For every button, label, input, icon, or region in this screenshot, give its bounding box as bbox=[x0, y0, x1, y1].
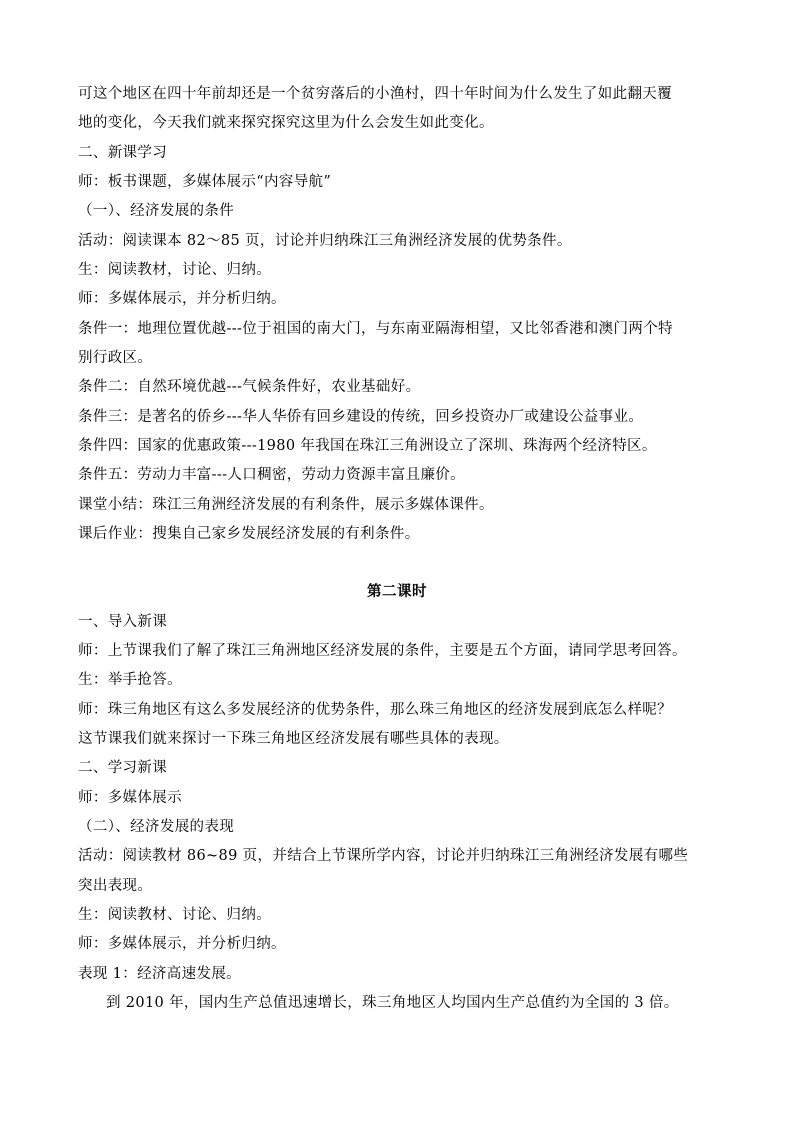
text-line: 课堂小结：珠江三角洲经济发展的有利条件，展示多媒体课件。 bbox=[78, 497, 494, 513]
text-line: 条件四：国家的优惠政策---1980 年我国在珠江三角洲设立了深圳、珠海两个经济特区。 bbox=[78, 438, 657, 454]
text-line: 这节课我们就来探讨一下珠三角地区经济发展有哪些具体的表现。 bbox=[78, 731, 509, 747]
subsection-heading: （一）、经济发展的条件 bbox=[78, 203, 235, 219]
text-line: 表现 1：经济高速发展。 bbox=[78, 966, 242, 982]
text-line: 师：上节课我们了解了珠江三角洲地区经济发展的条件，主要是五个方面，请同学思考回答。 bbox=[78, 643, 687, 659]
text-line: 突出表现。 bbox=[78, 878, 153, 894]
text-line: 活动：阅读课本 82～85 页，讨论并归纳珠江三角洲经济发展的优势条件。 bbox=[78, 233, 572, 249]
text-line: 课后作业：搜集自己家乡发展经济发展的有利条件。 bbox=[78, 526, 420, 542]
text-line: 生：阅读教材，讨论、归纳。 bbox=[78, 262, 272, 278]
text-line: 条件五：劳动力丰富---人口稠密，劳动力资源丰富且廉价。 bbox=[78, 467, 465, 483]
section-heading: 二、新课学习 bbox=[78, 145, 168, 161]
text-line: 条件一：地理位置优越---位于祖国的南大门，与东南亚隔海相望，又比邻香港和澳门两个特 bbox=[78, 321, 673, 337]
text-line: 可这个地区在四十年前却还是一个贫穷落后的小渔村，四十年时间为什么发生了如此翻天覆 bbox=[78, 86, 672, 102]
text-line: 师：多媒体展示，并分析归纳。 bbox=[78, 936, 286, 952]
text-line: 到 2010 年，国内生产总值迅速增长，珠三角地区人均国内生产总值约为全国的 3 倍。 bbox=[106, 995, 679, 1011]
text-line: 条件三：是著名的侨乡---华人华侨有回乡建设的传统，回乡投资办厂或建设公益事业。 bbox=[78, 409, 644, 425]
text-line: 地的变化，今天我们就来探究探究这里为什么会发生如此变化。 bbox=[78, 115, 494, 131]
section-heading: 二、学习新课 bbox=[78, 760, 168, 776]
text-line: 条件二：自然环境优越---气候条件好，农业基础好。 bbox=[78, 379, 421, 395]
text-line: 别行政区。 bbox=[78, 350, 153, 366]
text-line: 活动：阅读教材 86~89 页，并结合上节课所学内容，讨论并归纳珠江三角洲经济发展有哪些 bbox=[78, 848, 689, 864]
text-line: 师：多媒体展示 bbox=[78, 790, 182, 806]
lesson-title: 第二课时 bbox=[367, 583, 427, 600]
text-line: 生：阅读教材、讨论、归纳。 bbox=[78, 907, 272, 923]
subsection-heading: （二）、经济发展的表现 bbox=[78, 819, 235, 835]
section-heading: 一、导入新课 bbox=[78, 614, 168, 630]
text-line: 师：多媒体展示，并分析归纳。 bbox=[78, 291, 286, 307]
text-line: 师：珠三角地区有这么多发展经济的优势条件，那么珠三角地区的经济发展到底怎么样呢？ bbox=[78, 702, 672, 718]
text-line: 生：举手抢答。 bbox=[78, 672, 182, 688]
text-line: 师：板书课题，多媒体展示“内容导航” bbox=[78, 174, 332, 190]
